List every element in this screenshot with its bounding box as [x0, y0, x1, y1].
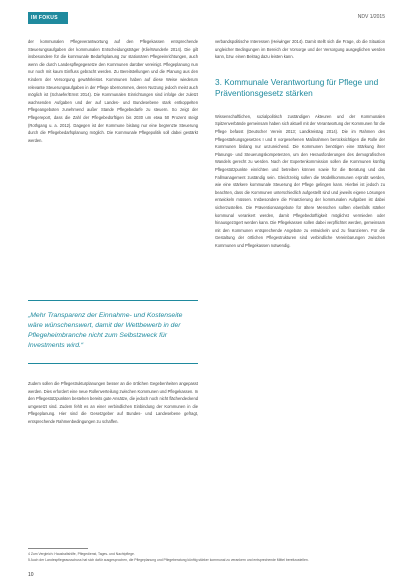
- body-paragraph: verbandspolitische Interessen (Heiwinger 2014). Damit stellt sich die Frage, ob die Situation ungleicher Bedingungen im Bereich der Vorsorge und der Versorgung ausgeglichen werden kann, bzw. einen Beitrag dazu leisten kann.: [215, 39, 385, 60]
- left-column: [28, 38, 198, 144]
- footnote-divider: [28, 548, 88, 549]
- page-number: 10: [28, 572, 34, 578]
- body-paragraph: Zudem sollen die Pflegestrukturplanungen besser an die örtlichen Gegebenheiten angepasst werden. Dies erfordert eine neue Rollenverteilung zwischen Kommunen und Pflegekassen. In den Pflegestützpunkten bestehen bereits gute Ansätze, die jedoch noch nicht flächendeckend umgesetzt sind. Zudem fehlt es an einer verbindlichen Einbindung der Kommunen in die Pflegeplanung. Hier sind die Gesetzgeber auf Bundes- und Landesebene gefragt, entsprechende Rahmenbedingungen zu schaffen.: [28, 381, 198, 424]
- left-column-lower: [28, 380, 198, 426]
- section-tag: IM FOKUS: [28, 12, 68, 24]
- footnote: 4 Zum Vergleich: Haushaltshilfe, Pflegedienst, Tages- und Nachtpflege.: [28, 552, 135, 556]
- footnote: 5 Auch der Landespflegeausschuss hat sich dafür ausgesprochen, die Pflegeplanung und Pflegeberatung künftig stärker kommunal zu verankern und entsprechende Mittel bereitzustellen.: [28, 558, 309, 562]
- page-header: [28, 12, 385, 24]
- pull-quote-text: „Mehr Transparenz der Einnahme- und Kostenseite wäre wünschenswert, damit der Wettbewerb in der Pflegeheimbranche nicht zum Selbstzweck für Investments wird.“: [28, 312, 183, 349]
- section-heading: 3. Kommunale Verantwortung für Pflege und Präventionsgesetz stärken: [215, 76, 379, 98]
- body-paragraph: der kommunalen Pflegeverantwortung auf den Pflegekassen entsprechende Steuerungsaufgaben der kommunalen Entscheidungsträger (Klie/Wunderle 2014). Die gilt insbesondere für die kommunale Bedarfsplanung zur stationären Pflegeeinrichtungen, auch wenn die durch Landespflegegesetze den Kommunen darüber vereinigt. Pflegeplanung nun nur noch mit kaum Einfluss gebracht werden. Zu Bereitstellungen und die Planung aus den Kindern der Versorgung gewährleistet. Kommunen haben auf diese Weise wiederum relevante Steuerungsaufgaben in der Pflege übernommen, deren Nutzung jedoch meist auch möglich ist (Schaefer/Ernst 2014). Die Kommunalen Einrichtungen sind infolge der zuletzt wachsenden Aufgaben und der auf Landes- und Bundesebene stark entkoppelten Pflegeangeboten zunehmend außer Stande Pflegebedarfe zu steuern. So zeigt der Pflegereport, dass die Zahl der Pflegebedürftigen bis 2030 um etwa 50 Prozent steigt (Rothgang u. a. 2012). Dagegen ist der Kommune bislang nur eine begrenzte Steuerung durch die Pflegebedarfsplanung möglich. Die Kommunale Pflegepolitik soll dabei gestärkt werden.: [28, 39, 198, 143]
- body-paragraph: Wissenschaftlichen, sozialpolitisch zuständigen Akteuren und der Kommunalen Spitzenverbände gemeinsam haben sich aktuell mit der Verantwortung der Kommunen für die Pflege befasst (Deutscher Verein 2013; Landkreistag 2014). Die im Rahmen des Pflegestärkungsgesetzes I und II vorgesehenen Maßnahmen berücksichtigen die Rolle der Kommunen bislang nur unzureichend. Die Kommunen benötigen eine Stärkung ihrer Planungs- und Steuerungskompetenzen, um den Herausforderungen des demografischen Wandels gerecht zu werden. Nach der Expertenkommission sollen die Kommunen künftig Pflegestützpunkte einrichten und betreiben können sowie für die Beratung und das Fallmanagement zuständig sein. Gleichzeitig sollen die Modellkommunen erprobt werden, wie eine stärkere kommunale Steuerung der Pflege gelingen kann. Hierbei ist jedoch zu beachten, dass die Kommunen unterschiedlich aufgestellt sind und jeweils eigene Lösungen entwickeln müssen. Insbesondere die Finanzierung der kommunalen Aufgaben ist dabei sicherzustellen. Die Präventionsangebote für ältere Menschen sollten ebenfalls stärker kommunal verankert werden, damit Pflegebedürftigkeit möglichst vermieden oder hinausgezögert werden kann. Die Pflegekassen sollen dabei verpflichtet werden, gemeinsam mit den Kommunen entsprechende Angebote zu entwickeln und zu finanzieren. Für die Gestaltung der örtlichen Pflegestrukturen sind verbindliche Vereinbarungen zwischen Kommunen und Pflegekassen notwendig.: [215, 113, 385, 248]
- pull-quote: [28, 300, 198, 364]
- issue-label: NDV 1/2015: [357, 14, 385, 20]
- right-column: [215, 38, 385, 249]
